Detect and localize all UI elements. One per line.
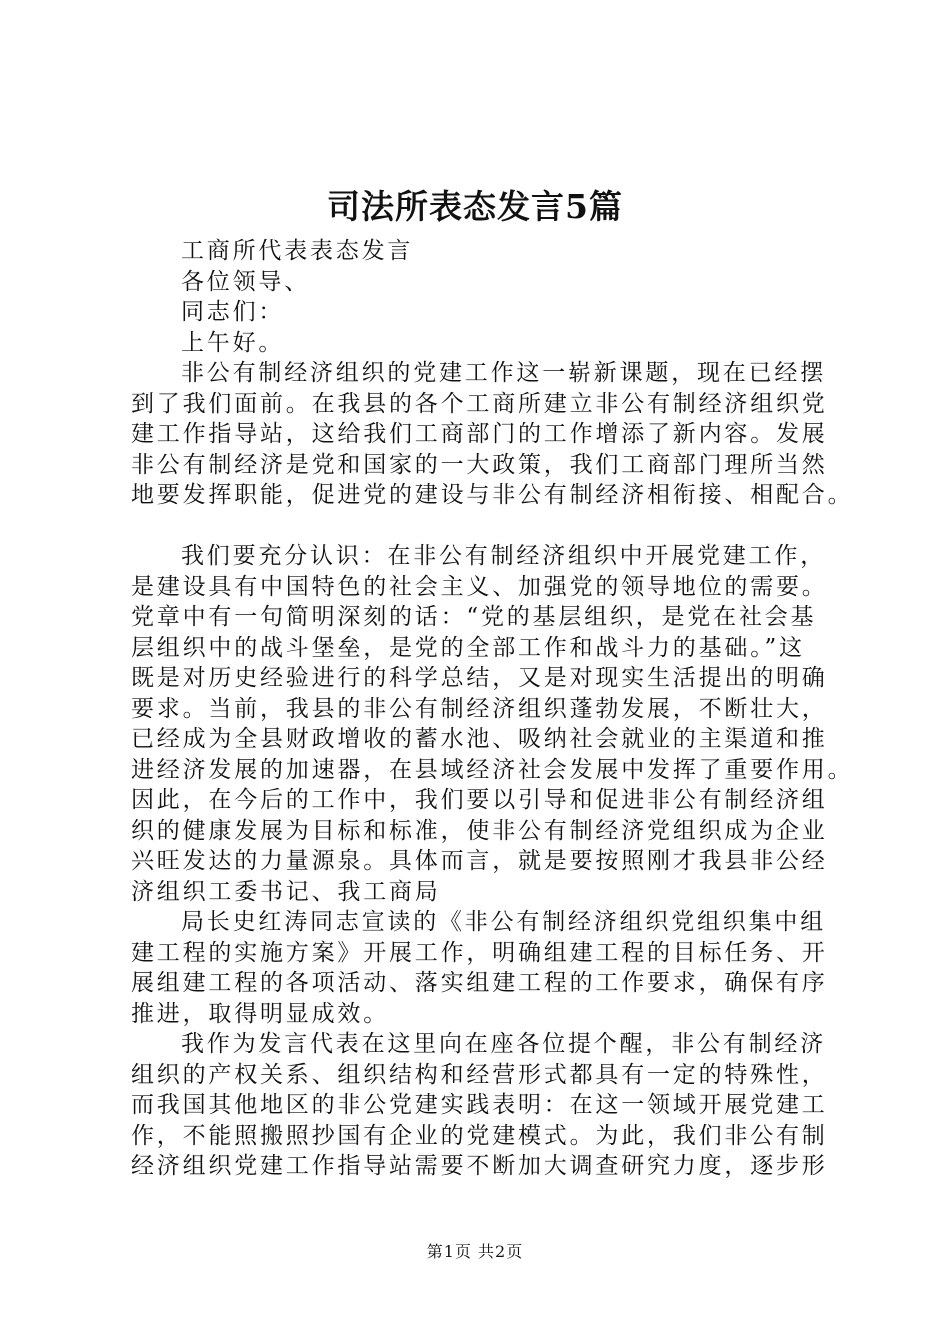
text-line: 我们要充分认识：在非公有制经济组织中开展党建工作， [181,543,826,569]
text-line: 建工程的实施方案》开展工作，明确组建工程的目标任务、开 [131,939,828,966]
text-line: 工商所代表表态发言 [181,238,414,264]
text-line: 兴旺发达的力量源泉。具体而言，就是要按照刚才我县非公经 [131,848,828,874]
text-line: 非公有制经济组织的党建工作这一崭新课题，现在已经摆 [181,360,826,386]
blank-line [131,511,853,542]
text-line: 我作为发言代表在这里向在座各位提个醒，非公有制经济 [181,1031,826,1057]
text-line: 党章中有一句简明深刻的话：“党的基层组织，是党在社会基 [131,604,817,630]
page-footer: 第1页 共2页 [426,1242,524,1261]
text-line: 已经成为全县财政增收的蓄水池、吸纳社会就业的主渠道和推 [131,726,828,752]
text-line: 建工作指导站，这给我们工商部门的工作增添了新内容。发展 [131,421,828,447]
text-line: 推进，取得明显成效。 [131,1000,389,1027]
text-line: 是建设具有中国特色的社会主义、加强党的领导地位的需要。 [131,573,828,600]
text-line: 既是对历史经验进行的科学总结，又是对现实生活提出的明确 [131,665,828,691]
text-line: 作，不能照搬照抄国有企业的党建模式。为此，我们非公有制 [131,1122,828,1149]
text-line: 非公有制经济是党和国家的一大政策，我们工商部门理所当然 [131,451,828,478]
text-line: 同志们： [181,299,285,325]
text-line: 经济组织党建工作指导站需要不断加大调查研究力度，逐步形 [131,1153,828,1179]
text-line: 织的健康发展为目标和标准，使非公有制经济党组织成为企业 [131,817,828,844]
text-line: 各位领导、 [181,268,310,295]
document-body [131,236,853,1182]
text-line: 层组织中的战斗堡垒，是党的全部工作和战斗力的基础。”这 [131,634,805,661]
text-line: 而我国其他地区的非公党建实践表明：在这一领域开展党建工 [131,1092,828,1118]
text-line: 济组织工委书记、我工商局 [131,878,441,905]
text-line: 局长史红涛同志宣读的《非公有制经济组织党组织集中组 [181,909,826,935]
text-line: 进经济发展的加速器，在县域经济社会发展中发挥了重要作用。 [131,756,854,783]
text-line: 要求。当前，我县的非公有制经济组织蓬勃发展，不断壮大， [131,695,828,722]
text-line: 上午好。 [181,329,285,356]
document-title: 司法所表态发言5篇 [327,187,623,226]
text-line: 地要发挥职能，促进党的建设与非公有制经济相衔接、相配合。 [131,482,854,508]
text-line: 展组建工程的各项活动、落实组建工程的工作要求，确保有序 [131,970,828,996]
text-line: 到了我们面前。在我县的各个工商所建立非公有制经济组织党 [131,390,828,417]
text-line: 组织的产权关系、组织结构和经营形式都具有一定的特殊性， [131,1061,828,1088]
text-line: 因此，在今后的工作中，我们要以引导和促进非公有制经济组 [131,787,828,813]
